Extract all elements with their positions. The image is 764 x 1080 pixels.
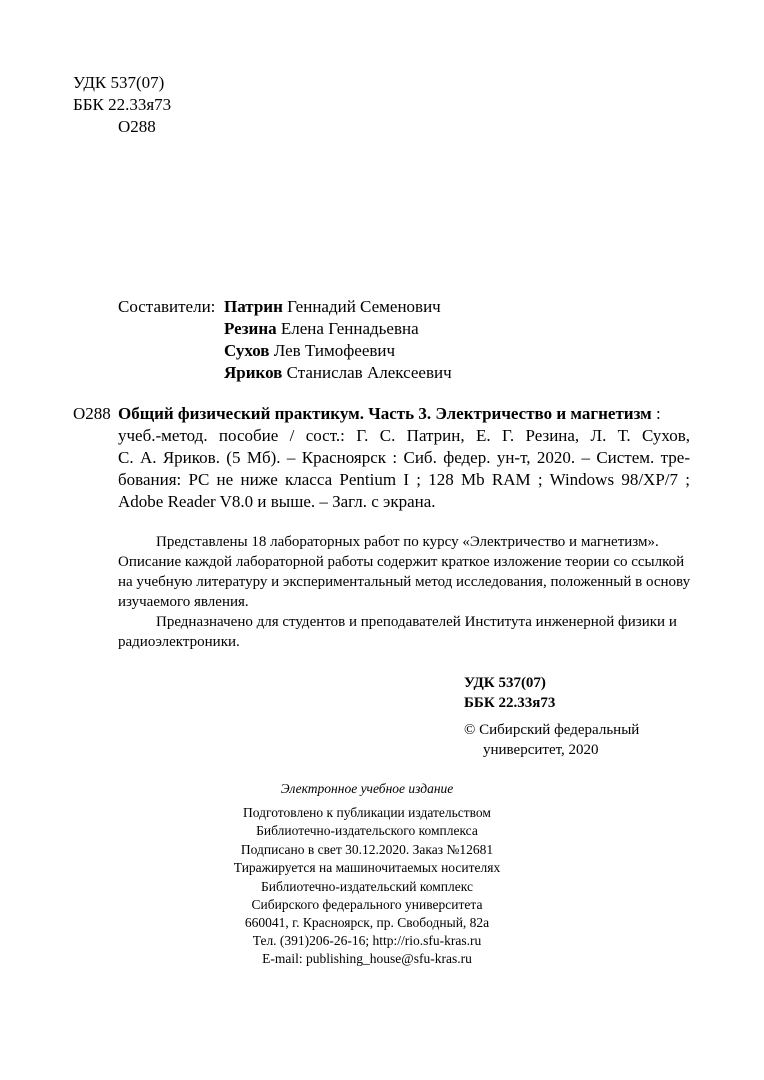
imprint-signed-line: Тиражируется на машиночитаемых носителях bbox=[233, 860, 501, 875]
bibliographic-line-4: Adobe Reader V8.0 и выше. – Загл. с экрана. bbox=[118, 492, 436, 511]
publisher-phone-website: Тел. (391)206-26-16; http://rio.sfu-kras.ru bbox=[252, 933, 482, 948]
abstract-line-4: изучаемого явления. bbox=[118, 594, 249, 610]
abstract-line-2: Описание каждой лабораторной работы содержит краткое изложение теории со ссылкой bbox=[118, 554, 685, 570]
abstract-line-5: Предназначено для студентов и преподавателей Института инженерной физики и bbox=[156, 614, 677, 630]
compiler-2 bbox=[224, 318, 419, 340]
compiler-4 bbox=[224, 362, 452, 384]
copyright-line-1: © Сибирский федеральный bbox=[464, 722, 640, 738]
compiler-surname: Сухов bbox=[224, 341, 270, 360]
udk-code-repeat: УДК 537(07) bbox=[464, 675, 546, 691]
abstract-line-6: радиоэлектроники. bbox=[118, 634, 240, 650]
publisher-line: Сибирского федерального университета bbox=[251, 897, 483, 912]
bibliographic-line-2: С. А. Яриков. (5 Мб). – Красноярск : Сиб. федер. ун-т, 2020. – Систем. тре- bbox=[118, 448, 690, 467]
bibliographic-mark: О288 bbox=[73, 404, 111, 423]
bbk-code-repeat: ББК 22.33я73 bbox=[464, 695, 556, 711]
compiler-given: Лев Тимофеевич bbox=[273, 341, 396, 360]
compiler-surname: Яриков bbox=[224, 363, 283, 382]
bibliographic-title-line bbox=[118, 403, 661, 425]
abstract-line-1: Представлены 18 лабораторных работ по курсу «Электричество и магнетизм». bbox=[156, 534, 659, 550]
imprint-prepared-line: Библиотечно-издательского комплекса bbox=[256, 823, 478, 838]
imprint-prepared-line: Подготовлено к публикации издательством bbox=[243, 805, 491, 820]
abstract-line-3: на учебную литературу и экспериментальный метод исследования, положенный в основу bbox=[118, 574, 691, 590]
compiler-given: Станислав Алексеевич bbox=[286, 363, 452, 382]
udk-code: УДК 537(07) bbox=[73, 73, 165, 92]
title-colon: : bbox=[651, 404, 661, 423]
compilers-label: Составители: bbox=[118, 297, 216, 316]
publisher-email: E-mail: publishing_house@sfu-kras.ru bbox=[262, 951, 472, 966]
bibliographic-line-3 bbox=[118, 469, 690, 491]
publisher-line: Библиотечно-издательский комплекс bbox=[261, 879, 473, 894]
author-mark: О288 bbox=[118, 117, 156, 136]
book-title: Общий физический практикум. Часть 3. Электричество и магнетизм bbox=[118, 404, 652, 423]
bibliographic-line-1: учеб.-метод. пособие / сост.: Г. С. Патрин, Е. Г. Резина, Л. Т. Сухов, bbox=[118, 426, 690, 445]
imprint-signed bbox=[200, 841, 534, 877]
imprint-signed-line: Подписано в свет 30.12.2020. Заказ №12681 bbox=[240, 842, 494, 857]
compiler-given: Елена Геннадьевна bbox=[280, 319, 419, 338]
edition-type: Электронное учебное издание bbox=[280, 781, 454, 796]
compiler-surname: Патрин bbox=[224, 297, 283, 316]
copyright-line-2: университет, 2020 bbox=[483, 742, 599, 758]
imprint-publisher bbox=[200, 878, 534, 968]
compiler-1 bbox=[224, 296, 441, 318]
compiler-given: Геннадий Семенович bbox=[287, 297, 441, 316]
bib-line3-text: бования: PC не ниже класса Pentium I ; 128 Mb RAM ; Windows 98/XP/7 ; bbox=[118, 470, 690, 489]
publisher-address: 660041, г. Красноярск, пр. Свободный, 82а bbox=[244, 915, 490, 930]
compiler-3 bbox=[224, 340, 395, 362]
imprint-prepared bbox=[200, 804, 534, 840]
compiler-surname: Резина bbox=[224, 319, 277, 338]
bbk-code: ББК 22.33я73 bbox=[73, 95, 172, 114]
